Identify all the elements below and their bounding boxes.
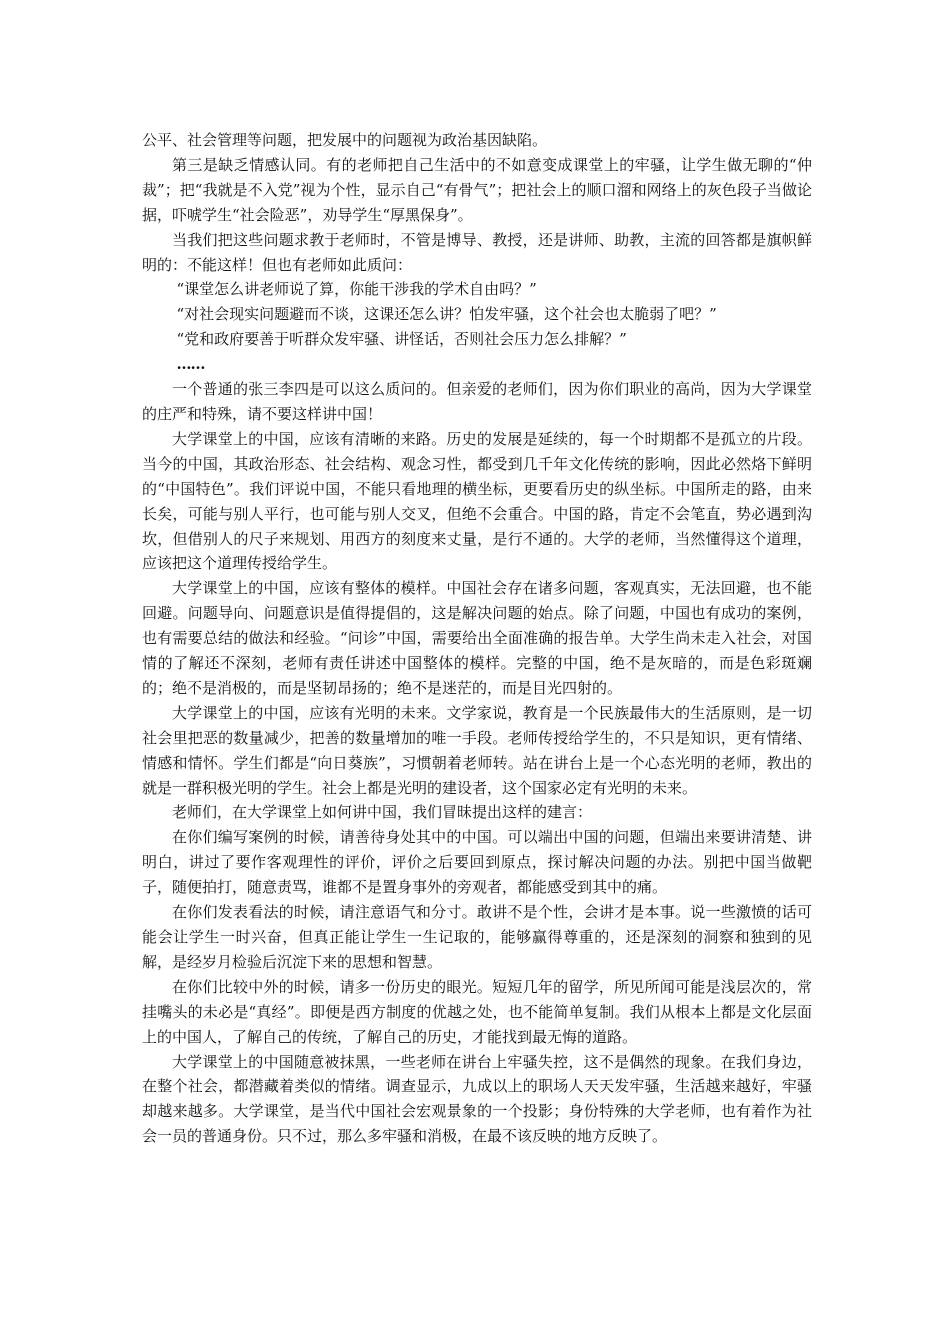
quote-line: “对社会现实问题避而不谈，这课还怎么讲？怕发牢骚，这个社会也太脆弱了吧？” — [176, 305, 717, 324]
quote-line: “党和政府要善于听群众发牢骚、讲怪话，否则社会压力怎么排解？” — [176, 330, 627, 349]
ellipsis: …… — [176, 355, 205, 374]
paragraph: 在你们编写案例的时候，请善待身处其中的中国。可以端出中国的问题，但端出来要讲清楚、讲明白，讲过了要作客观理性的评价，评价之后要回到原点，探讨解决问题的办法。别把中国当做靶子，随便拍打，随意责骂，谁都不是置身事外的旁观者，都能感受到其中的痛。 — [142, 828, 812, 897]
paragraph: 大学课堂上的中国，应该有光明的未来。文学家说，教育是一个民族最伟大的生活原则，是一切社会里把恶的数量减少，把善的数量增加的唯一手段。老师传授给学生的，不只是知识，更有情绪、情感和情怀。学生们都是“向日葵族”，习惯朝着老师转。站在讲台上是一个心态光明的老师，教出的就是一群积极光明的学生。社会上都是光明的建设者，这个国家必定有光明的未来。 — [142, 703, 812, 797]
paragraph: 第三是缺乏情感认同。有的老师把自己生活中的不如意变成课堂上的牢骚，让学生做无聊的“仲裁”；把“我就是不入党”视为个性，显示自己“有骨气”；把社会上的顺口溜和网络上的灰色段子当做论据，吓唬学生“社会险恶”，劝导学生“厚黑保身”。 — [142, 155, 812, 224]
paragraph: 一个普通的张三李四是可以这么质问的。但亲爱的老师们，因为你们职业的高尚，因为大学课堂的庄严和特殊，请不要这样讲中国！ — [142, 380, 812, 423]
paragraph: 在你们比较中外的时候，请多一份历史的眼光。短短几年的留学，所见所闻可能是浅层次的，常挂嘴头的未必是“真经”。即便是西方制度的优越之处，也不能简单复制。我们从根本上都是文化层面上的中国人，了解自己的传统，了解自己的历史，才能找到最无悔的道路。 — [142, 977, 812, 1046]
paragraph: 当我们把这些问题求教于老师时，不管是博导、教授，还是讲师、助教，主流的回答都是旗帜鲜明的：不能这样！但也有老师如此质问： — [142, 230, 812, 274]
paragraph: 大学课堂上的中国随意被抹黑，一些老师在讲台上牢骚失控，这不是偶然的现象。在我们身边，在整个社会，都潜藏着类似的情绪。调查显示，九成以上的职场人天天发牢骚，生活越来越好，牢骚却越来越多。大学课堂，是当代中国社会宏观景象的一个投影；身份特殊的大学老师，也有着作为社会一员的普通身份。只不过，那么多牢骚和消极，在最不该反映的地方反映了。 — [142, 1052, 812, 1146]
quote-line: “课堂怎么讲老师说了算，你能干涉我的学术自由吗？” — [176, 280, 537, 299]
paragraph: 在你们发表看法的时候，请注意语气和分寸。敢讲不是个性，会讲才是本事。说一些激愤的话可能会让学生一时兴奋，但真正能让学生一生记取的，能够赢得尊重的，还是深刻的洞察和独到的见解，是经岁月检验后沉淀下来的思想和智慧。 — [142, 903, 812, 971]
document-body — [142, 128, 812, 1149]
paragraph: 大学课堂上的中国，应该有整体的模样。中国社会存在诸多问题，客观真实，无法回避，也不能回避。问题导向、问题意识是值得提倡的，这是解决问题的始点。除了问题，中国也有成功的案例，也有需要总结的做法和经验。“问诊”中国，需要给出全面准确的报告单。大学生尚未走入社会，对国情的了解还不深刻，老师有责任讲述中国整体的模样。完整的中国，绝不是灰暗的，而是色彩斑斓的；绝不是消极的，而是坚韧昂扬的；绝不是迷茫的，而是目光四射的。 — [142, 579, 812, 697]
paragraph: 大学课堂上的中国，应该有清晰的来路。历史的发展是延续的，每一个时期都不是孤立的片段。当今的中国，其政治形态、社会结构、观念习性，都受到几千年文化传统的影响，因此必然烙下鲜明的“中国特色”。我们评说中国，不能只看地理的横坐标，更要看历史的纵坐标。中国所走的路，由来长矣，可能与别人平行，也可能与别人交叉，但绝不会重合。中国的路，肯定不会笔直，势必遇到沟坎，但借别人的尺子来规划、用西方的刻度来丈量，是行不通的。大学的老师，当然懂得这个道理，应该把这个道理传授给学生。 — [142, 429, 812, 573]
paragraph: 老师们，在大学课堂上如何讲中国，我们冒昧提出这样的建言： — [172, 803, 593, 822]
paragraph: 公平、社会管理等问题，把发展中的问题视为政治基因缺陷。 — [142, 131, 548, 149]
